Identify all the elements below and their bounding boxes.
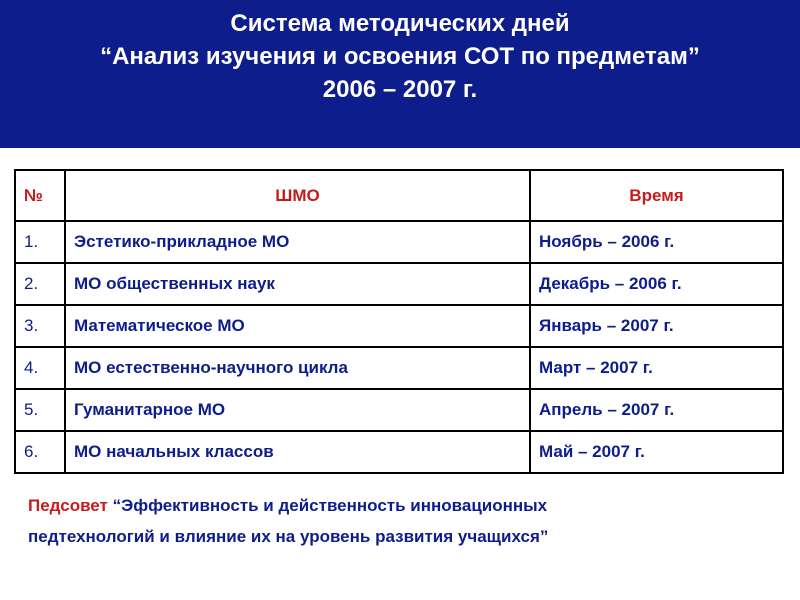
row-number: 2. (15, 263, 65, 305)
row-shmo: МО начальных классов (65, 431, 530, 473)
table-row (15, 389, 783, 431)
row-time: Январь – 2007 г. (530, 305, 783, 347)
title-line-3: 2006 – 2007 г. (322, 76, 478, 103)
row-number: 3. (15, 305, 65, 347)
note-text-1: “Эффективность и действенность инновационных (107, 496, 548, 515)
title-line-2: “Анализ изучения и освоения СОТ по предметам” (100, 43, 700, 70)
note-lead: Педсовет (28, 496, 108, 515)
table-header-row (15, 170, 783, 221)
row-shmo: Гуманитарное МО (65, 389, 530, 431)
row-number: 4. (15, 347, 65, 389)
schedule-table (14, 169, 784, 474)
row-shmo: Эстетико-прикладное МО (65, 221, 530, 263)
title-line-1: Система методических дней (230, 10, 570, 37)
column-header-number: № (15, 170, 65, 221)
row-time: Апрель – 2007 г. (530, 389, 783, 431)
row-number: 6. (15, 431, 65, 473)
note-line-1 (28, 490, 788, 521)
row-number: 1. (15, 221, 65, 263)
column-header-time: Время (530, 170, 783, 221)
row-shmo: Математическое МО (65, 305, 530, 347)
note-text-2: педтехнологий и влияние их на уровень развития учащихся” (28, 527, 549, 546)
table-row (15, 347, 783, 389)
table-row (15, 221, 783, 263)
row-time: Май – 2007 г. (530, 431, 783, 473)
title-banner (0, 0, 800, 148)
table-row (15, 263, 783, 305)
column-header-shmo: ШМО (65, 170, 530, 221)
table-row (15, 305, 783, 347)
row-number: 5. (15, 389, 65, 431)
table-row (15, 431, 783, 473)
row-time: Ноябрь – 2006 г. (530, 221, 783, 263)
row-shmo: МО естественно-научного цикла (65, 347, 530, 389)
row-time: Март – 2007 г. (530, 347, 783, 389)
row-time: Декабрь – 2006 г. (530, 263, 783, 305)
teachers-council-note (28, 490, 788, 552)
row-shmo: МО общественных наук (65, 263, 530, 305)
